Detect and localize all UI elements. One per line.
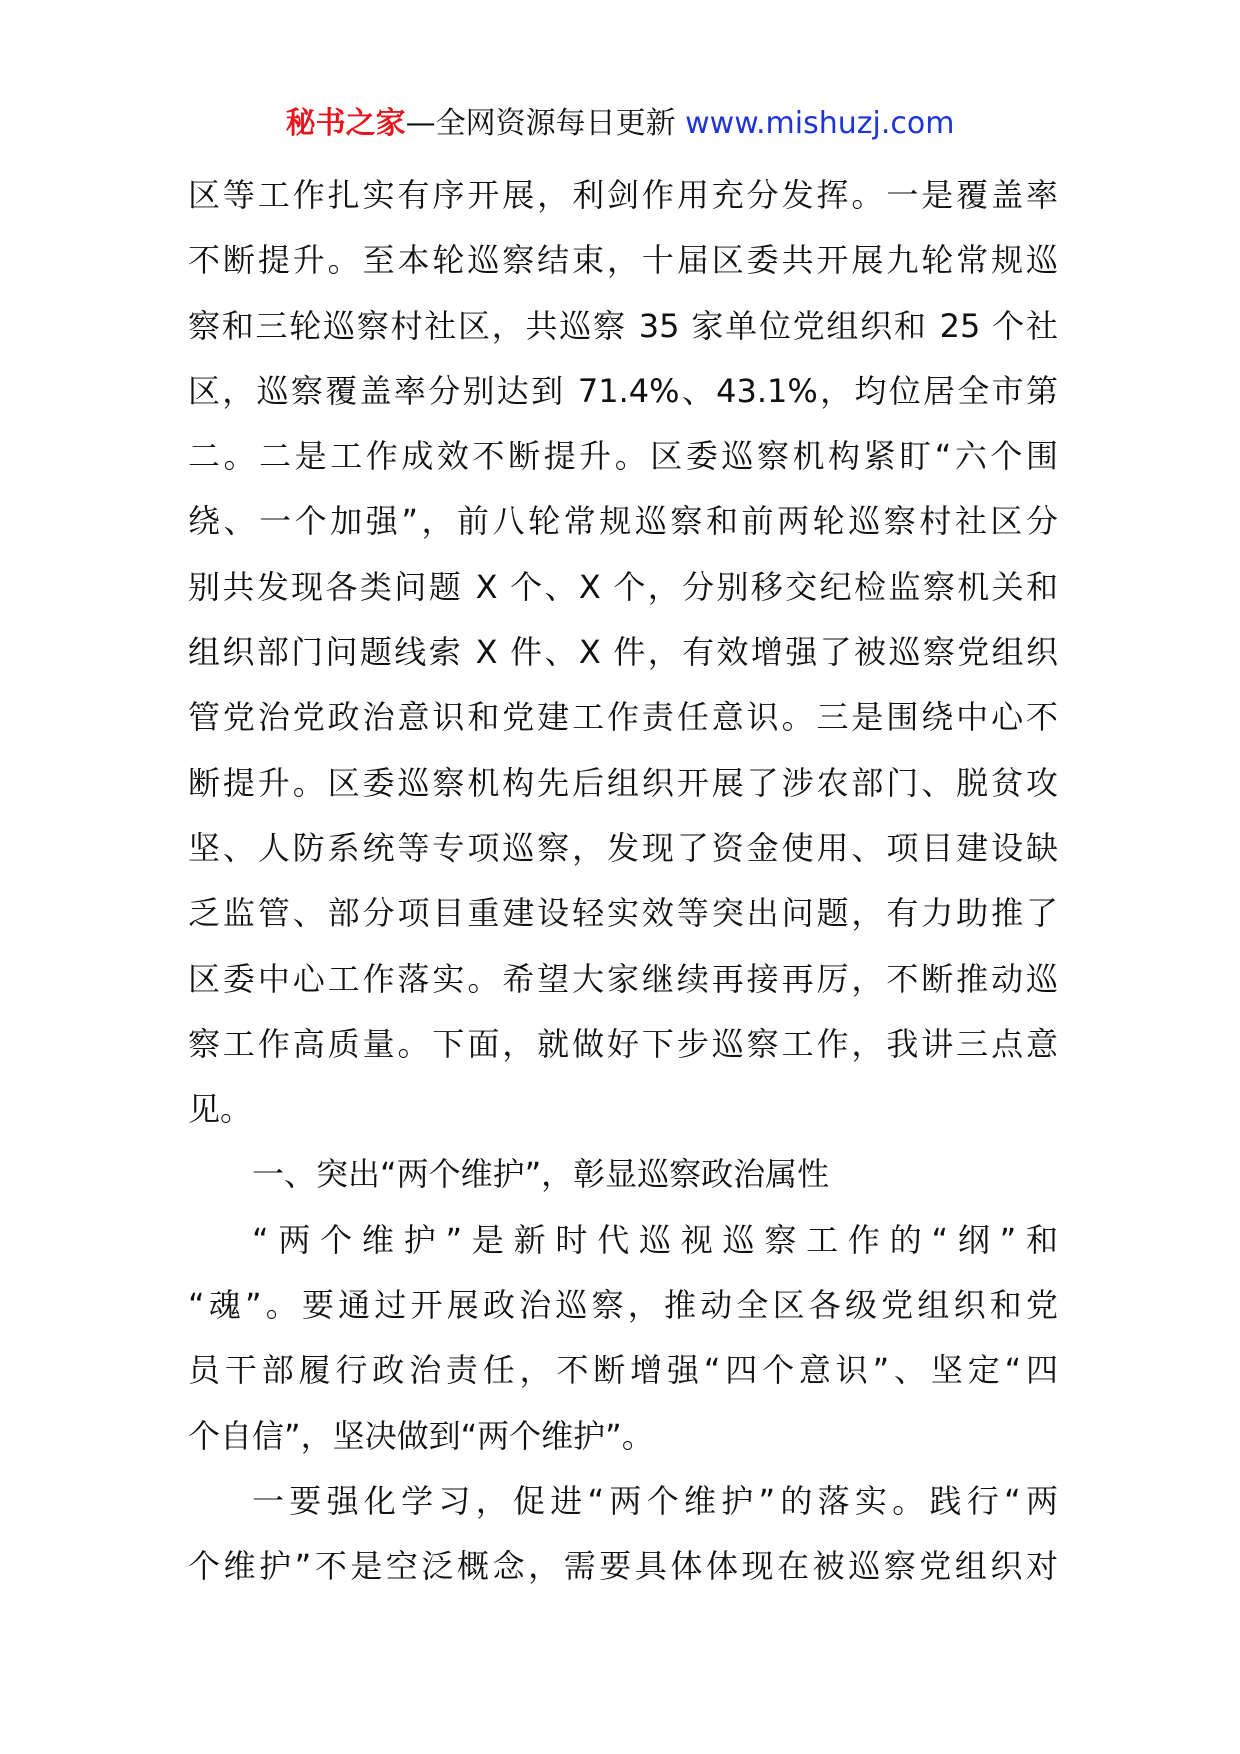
body-line: 坚、人防系统等专项巡察，发现了资金使用、项目建设缺 bbox=[188, 828, 1058, 867]
body-line: 组织部门问题线索 X 件、X 件，有效增强了被巡察党组织 bbox=[188, 633, 1058, 672]
body-line: 断提升。区委巡察机构先后组织开展了涉农部门、脱贫攻 bbox=[188, 763, 1058, 802]
body-line: 区等工作扎实有序开展，利剑作用充分发挥。一是覆盖率 bbox=[188, 176, 1058, 214]
body-line: “两个维护”是新时代巡视巡察工作的“纲”和 bbox=[252, 1220, 1058, 1259]
body-line: 个维护”不是空泛概念，需要具体体现在被巡察党组织对 bbox=[188, 1547, 1058, 1586]
body-line: 一要强化学习，促进“两个维护”的落实。践行“两 bbox=[252, 1481, 1058, 1520]
header-slogan: —全网资源每日更新 bbox=[405, 106, 676, 141]
page-header bbox=[0, 100, 1240, 148]
body-line: 个自信”，坚决做到“两个维护”。 bbox=[188, 1416, 654, 1455]
body-line: 见。 bbox=[188, 1090, 253, 1129]
section-heading: 一、突出“两个维护”，彰显巡察政治属性 bbox=[252, 1155, 830, 1194]
body-line: 绕、一个加强”，前八轮常规巡察和前两轮巡察村社区分 bbox=[188, 502, 1058, 541]
body-line: 察和三轮巡察村社区，共巡察 35 家单位党组织和 25 个社 bbox=[188, 306, 1058, 345]
body-line: “魂”。要通过开展政治巡察，推动全区各级党组织和党 bbox=[188, 1286, 1058, 1325]
site-url[interactable]: www.mishuzj.com bbox=[685, 106, 955, 141]
body-line: 二。二是工作成效不断提升。区委巡察机构紧盯“六个围 bbox=[188, 437, 1058, 476]
body-line: 管党治党政治意识和党建工作责任意识。三是围绕中心不 bbox=[188, 698, 1058, 737]
body-line: 不断提升。至本轮巡察结束，十届区委共开展九轮常规巡 bbox=[188, 241, 1058, 280]
body-line: 员干部履行政治责任，不断增强“四个意识”、坚定“四 bbox=[188, 1351, 1058, 1390]
body-line: 区，巡察覆盖率分别达到 71.4%、43.1%，均位居全市第 bbox=[188, 371, 1058, 410]
brand-name: 秘书之家 bbox=[285, 106, 406, 141]
body-line: 别共发现各类问题 X 个、X 个，分别移交纪检监察机关和 bbox=[188, 567, 1058, 606]
body-line: 区委中心工作落实。希望大家继续再接再厉，不断推动巡 bbox=[188, 959, 1058, 998]
body-line: 乏监管、部分项目重建设轻实效等突出问题，有力助推了 bbox=[188, 894, 1058, 933]
body-line: 察工作高质量。下面，就做好下步巡察工作，我讲三点意 bbox=[188, 1024, 1058, 1063]
document-body bbox=[188, 163, 1058, 1600]
